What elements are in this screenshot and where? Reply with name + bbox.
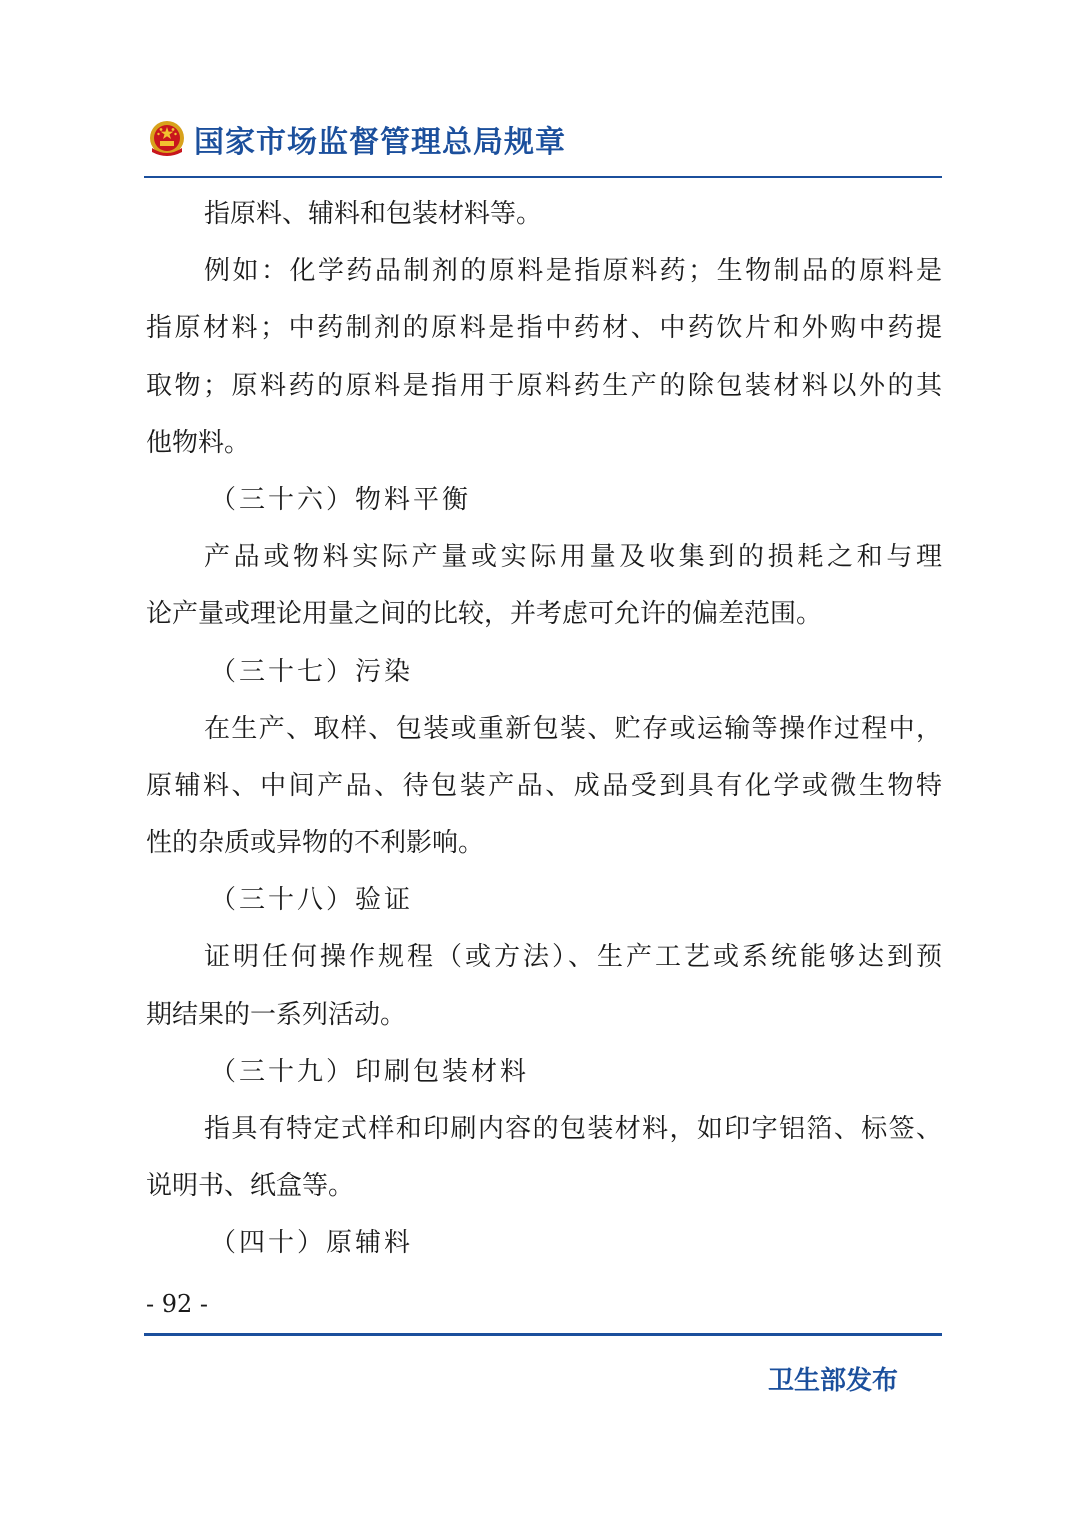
section-heading: （四十）原辅料 [210,1228,414,1259]
body-line: 例如：化学药品制剂的原料是指原料药；生物制品的原料是 [204,256,942,287]
body-line: 证明任何操作规程（或方法）、生产工艺或系统能够达到预 [204,942,942,973]
section-heading: （三十六）物料平衡 [210,484,472,515]
header-title: 国家市场监督管理总局规章 [194,125,566,160]
body-line: 期结果的一系列活动。 [146,999,407,1030]
body-line: 说明书、纸盒等。 [146,1171,355,1202]
body-line: 产品或物料实际产量或实际用量及收集到的损耗之和与理 [204,542,942,573]
body-line: 取物；原料药的原料是指用于原料药生产的除包装材料以外的其 [146,370,942,401]
body-line: 在生产、取样、包装或重新包装、贮存或运输等操作过程中， [204,713,942,744]
body-line: 原辅料、中间产品、待包装产品、成品受到具有化学或微生物特 [146,770,942,801]
footer-divider [144,1333,942,1336]
body-line: 性的杂质或异物的不利影响。 [146,828,485,859]
document-body [146,186,942,1273]
header-divider [144,176,942,178]
national-emblem-icon [146,118,188,160]
body-line: 指原材料；中药制剂的原料是指中药材、中药饮片和外购中药提 [146,313,942,344]
page-number: - 92 - [146,1290,209,1318]
section-heading: （三十九）印刷包装材料 [210,1056,530,1087]
page-header [146,114,942,164]
body-line: 指具有特定式样和印刷内容的包装材料，如印字铝箔、标签、 [204,1114,942,1144]
body-line: 指原料、辅料和包装材料等。 [204,199,543,229]
section-heading: （三十八）验证 [210,885,414,916]
publisher-label: 卫生部发布 [767,1366,898,1396]
body-line: 论产量或理论用量之间的比较，并考虑可允许的偏差范围。 [146,599,823,630]
section-heading: （三十七）污染 [210,656,414,687]
body-line: 他物料。 [146,427,251,458]
